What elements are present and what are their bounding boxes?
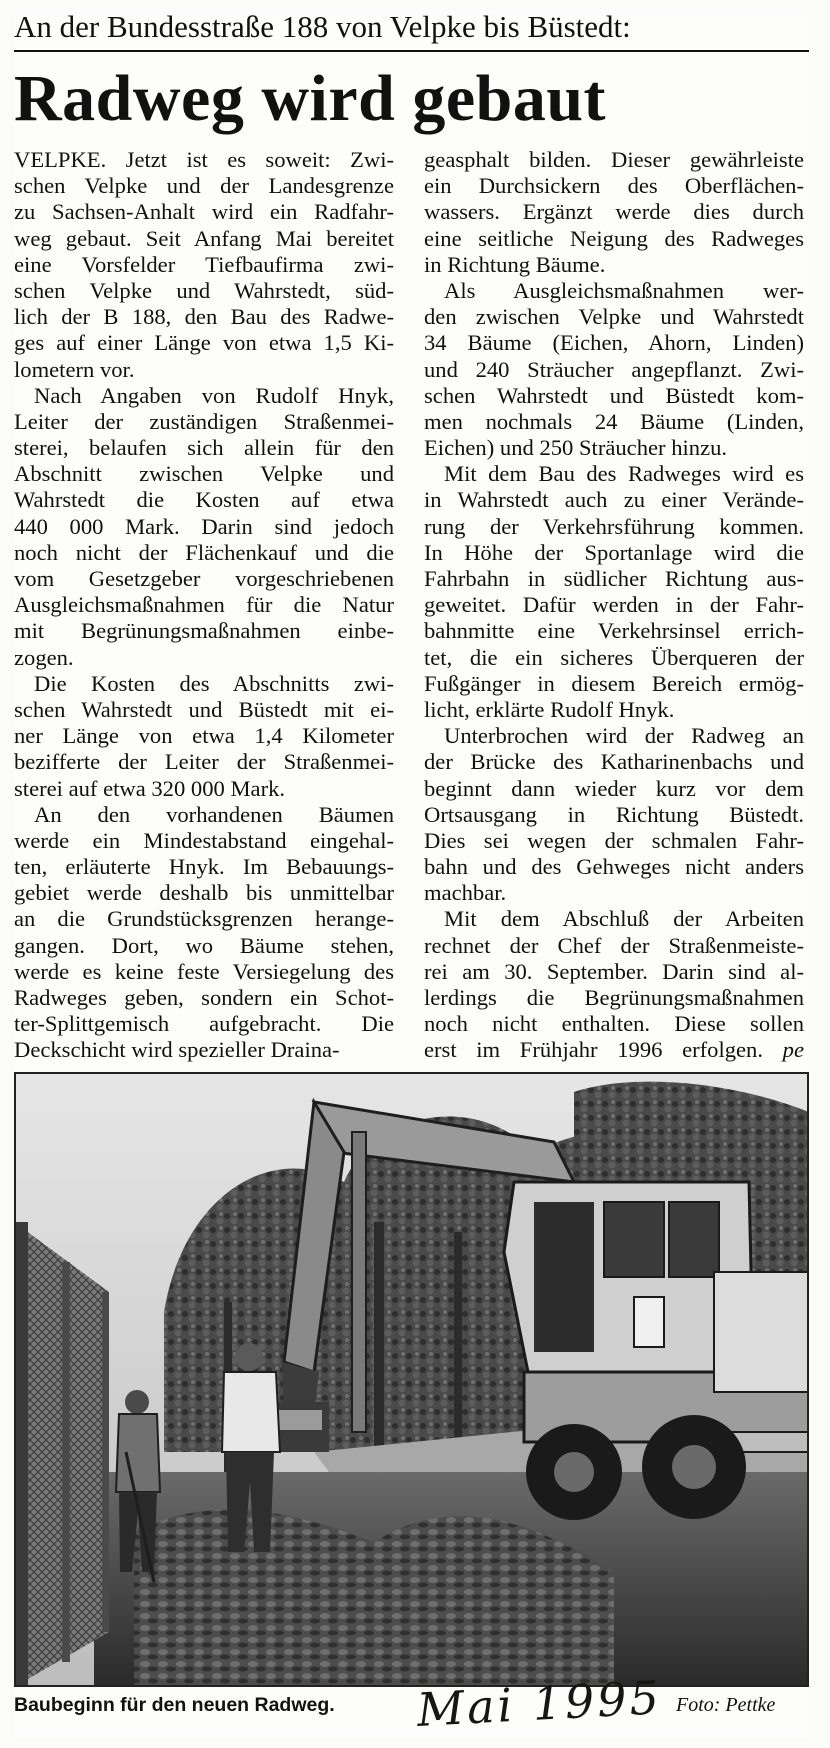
newspaper-clipping	[14, 10, 809, 1738]
article-line: an die Grundstücksgrenzen herange-	[14, 906, 394, 932]
article-line: vom Gesetzgeber vorgeschriebenen	[14, 566, 394, 591]
article-line	[424, 1037, 804, 1063]
article-line: in Wahrstedt auch zu einer Verände-	[424, 487, 804, 513]
article-line: werde es keine feste Versiegelung des	[14, 958, 394, 984]
article-line: eine seitliche Neigung des Radweges	[424, 225, 804, 251]
author-signoff: pe	[782, 1037, 804, 1063]
article-line: Eichen) und 250 Sträucher hinzu.	[424, 435, 728, 461]
article-line: lerdings die Begrünungsmaßnahmen	[424, 985, 804, 1010]
article-line: rechnet der Chef der Straßenmeiste-	[424, 932, 804, 958]
article-line: sterei, belaufen sich allein für den	[14, 435, 394, 461]
article-line: zu Sachsen-Anhalt wird ein Radfahr-	[14, 199, 394, 225]
article-line: Unterbrochen wird der Radweg an	[444, 723, 804, 749]
article-line: geweitet. Dafür werden in der Fahr-	[424, 592, 804, 618]
article-line: schen Wahrstedt und Büstedt kom-	[424, 382, 804, 408]
article-line: Deckschicht wird spezieller Draina-	[14, 1037, 340, 1063]
article-line: ter-Splittgemisch aufgebracht. Die	[14, 1011, 394, 1037]
article-line: geasphalt bilden. Dieser gewährleiste	[424, 147, 804, 172]
article-line: Als Ausgleichsmaßnahmen wer-	[444, 277, 804, 303]
article-line: weg gebaut. Seit Anfang Mai bereitet	[14, 225, 394, 251]
article-photo	[14, 1072, 809, 1687]
handwritten-date: Mai 1995	[415, 1670, 664, 1737]
article-line: schen Velpke und der Landesgrenze	[14, 173, 394, 199]
article-line: eine Vorsfelder Tiefbaufirma zwi-	[14, 251, 394, 277]
article-line: Fahrbahn in südlicher Richtung aus-	[424, 566, 804, 591]
article-line: ten, erläuterte Hnyk. Im Bebauungs-	[14, 854, 394, 880]
article-line: noch nicht der Flächenkauf und die	[14, 539, 394, 565]
article-line: Abschnitt zwischen Velpke und	[14, 461, 394, 487]
article-line: und 240 Sträucher angepflanzt. Zwi-	[424, 356, 804, 382]
article-line: Fußgänger in diesem Bereich ermög-	[424, 670, 804, 696]
article-line: gangen. Dort, wo Bäume stehen,	[14, 932, 394, 958]
article-line: In Höhe der Sportanlage wird die	[424, 539, 804, 565]
headline: Radweg wird gebaut	[14, 62, 607, 135]
article-line: rei am 30. September. Darin sind al-	[424, 958, 804, 984]
photo-fence	[14, 1222, 109, 1687]
article-line-text: erst im Frühjahr 1996 erfolgen.	[424, 1037, 763, 1063]
article-line: men nochmals 24 Bäume (Linden,	[424, 408, 804, 434]
kicker-line: An der Bundesstraße 188 von Velpke bis Büstedt:	[14, 10, 809, 52]
article-line: 34 Bäume (Eichen, Ahorn, Linden)	[424, 330, 804, 356]
article-line: bezifferte der Leiter der Straßenmei-	[14, 749, 394, 775]
article-line: Leiter der zuständigen Straßenmei-	[14, 408, 394, 434]
article-line: ein Durchsickern des Oberflächen-	[424, 173, 804, 199]
article-line: Ortsausgang in Richtung Büstedt.	[424, 801, 804, 827]
article-line: zogen.	[14, 644, 74, 670]
article-line: den zwischen Velpke und Wahrstedt	[424, 304, 804, 330]
article-line: 440 000 Mark. Darin sind jedoch	[14, 513, 394, 539]
article-line: lometern vor.	[14, 356, 135, 382]
article-line: licht, erklärte Rudolf Hnyk.	[424, 696, 675, 722]
article-line: gebiet werde deshalb bis unmittelbar	[14, 880, 394, 906]
article-line: mit Begrünungsmaßnahmen einbe-	[14, 618, 394, 644]
article-line: der Brücke des Katharinenbachs und	[424, 749, 804, 775]
article-line: An den vorhandenen Bäumen	[34, 801, 394, 827]
article-line: schen Wahrstedt und Büstedt mit ei-	[14, 696, 394, 722]
article-line: beginnt dann wieder kurz vor dem	[424, 775, 804, 801]
article-line: in Richtung Bäume.	[424, 251, 606, 277]
article-line: lich der B 188, den Bau des Radwe-	[14, 304, 394, 330]
article-body	[14, 147, 809, 1064]
article-line: ner Länge von etwa 1,4 Kilometer	[14, 723, 394, 749]
article-line: Nach Angaben von Rudolf Hnyk,	[34, 382, 394, 408]
article-line: schen Velpke und Wahrstedt, süd-	[14, 277, 394, 303]
article-line: Mit dem Abschluß der Arbeiten	[444, 906, 804, 932]
article-line: Die Kosten des Abschnitts zwi-	[34, 670, 394, 696]
article-line: Radweges geben, sondern ein Schot-	[14, 985, 394, 1010]
photo-credit: Foto: Pettke	[676, 1694, 776, 1716]
article-line: wassers. Ergänzt werde dies durch	[424, 199, 804, 225]
photo-caption: Baubeginn für den neuen Radweg.	[14, 1694, 335, 1716]
article-line: bahn und des Gehweges nicht anders	[424, 854, 804, 880]
article-line: noch nicht enthalten. Diese sollen	[424, 1011, 804, 1037]
column-left	[14, 147, 394, 1064]
article-line: rung der Verkehrsführung kommen.	[424, 513, 804, 539]
article-line: tet, die ein sicheres Überqueren der	[424, 644, 804, 670]
article-line: bahnmitte eine Verkehrsinsel errich-	[424, 618, 804, 644]
article-line: VELPKE. Jetzt ist es soweit: Zwi-	[14, 147, 394, 172]
article-line: machbar.	[424, 880, 507, 906]
article-line: sterei auf etwa 320 000 Mark.	[14, 775, 286, 801]
article-line: werde ein Mindestabstand eingehal-	[14, 827, 394, 853]
article-line: Mit dem Bau des Radweges wird es	[444, 461, 804, 487]
article-line: Wahrstedt die Kosten auf etwa	[14, 487, 394, 513]
column-right	[424, 147, 804, 1064]
article-line: ges auf einer Länge von etwa 1,5 Ki-	[14, 330, 394, 356]
article-line: Dies sei wegen der schmalen Fahr-	[424, 827, 804, 853]
article-line: Ausgleichsmaßnahmen für die Natur	[14, 592, 394, 618]
